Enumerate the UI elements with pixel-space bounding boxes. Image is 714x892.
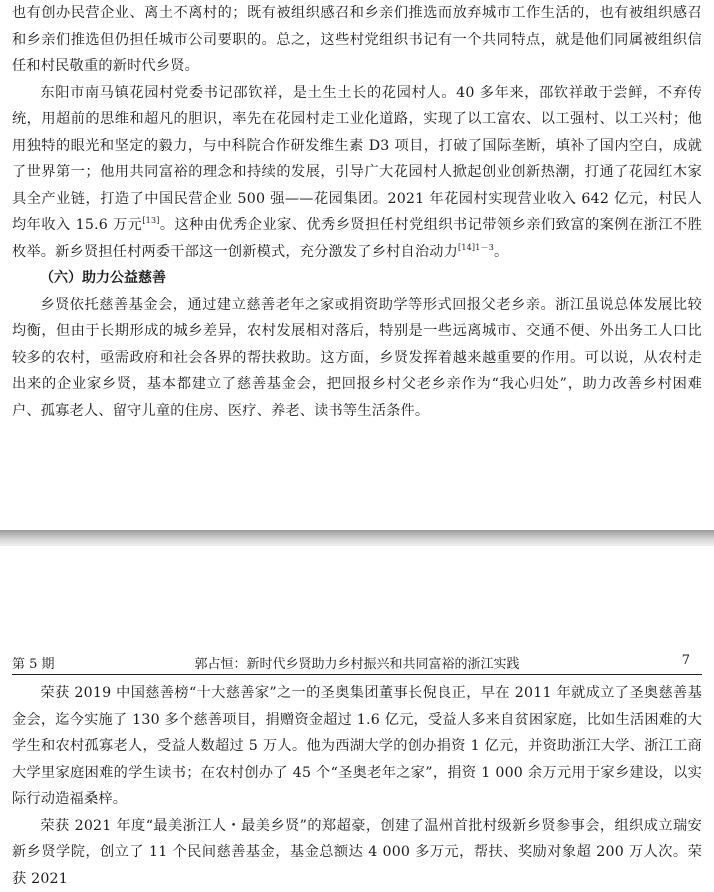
running-header [12, 651, 702, 673]
section-heading: （六）助力公益慈善 [12, 265, 702, 292]
paragraph-shengao: 荣获 2019 中国慈善榜“十大慈善家”之一的圣奥集团董事长倪良正，早在 2011 年就成立了圣奥慈善基金会，迄今实施了 130 多个慈善项目，捐赠资金超过 1.6 亿元，受益人多来自贫困家庭，比如生活困难的大学生和农村孤寡老人，受益人数超过 5 万人。他为西湖大学的创办捐资 1 亿元，并资助浙江大学、浙江工商大学里家庭困难的学生读书；在农村创办了 45 个“圣奥老年之家”，捐资 1 000 余万元用于家乡建设，以实际行动造福桑梓。 [12, 680, 702, 813]
paragraph-continuation: 也有创办民营企业、离土不离村的；既有被组织感召和乡亲们推选而放弃城市工作生活的，也有被组织感召和乡亲们推选但仍担任城市公司要职的。总之，这些村党组织书记有一个共同特点，就是他们同属被组织信任和村民敬重的新时代乡贤。 [12, 0, 702, 80]
paragraph-text: 。这种由优秀企业家、优秀乡贤担任村党组织书记带领乡亲们致富的案例在浙江不胜枚举。新乡贤担任村两委干部这一创新模式，充分激发了乡村自治动力 [12, 217, 702, 260]
page-break-divider [0, 530, 714, 546]
page-number: 7 [682, 653, 690, 668]
paragraph-text: 东阳市南马镇花园村党委书记邵钦祥，是土生土长的花园村人。40 多年来，邵钦祥敢于尝鲜，不弃传统，用超前的思维和超凡的胆识，率先在花园村走工业化道路，实现了以工富农、以工强村、以工兴村；他用独特的眼光和坚定的毅力，与中科院合作研发维生素 D3 项目，打破了国际垄断，填补了国内空白，成就了世界第一；他用共同富裕的理念和持续的发展，引导广大花园村人掀起创业创新热潮，打通了花园红木家具全产业链，打造了中国民营企业 500 强——花园集团。2021 年花园村实现营业收入 642 亿元，村民人均年收入 15.6 万元 [12, 85, 702, 234]
citation-ref: [13] [142, 216, 159, 225]
article-title: 郭占恒：新时代乡贤助力乡村振兴和共同富裕的浙江实践 [12, 653, 702, 672]
citation-ref: [14]1－3 [458, 243, 494, 252]
paragraph-zheng-chaohao: 荣获 2021 年度“最美浙江人・最美乡贤”的郑超豪，创建了温州首批村级新乡贤参事会，组织成立瑞安新乡贤学院，创立了 11 个民间慈善基金，基金总额达 4 000 多万元，帮扶、奖励对象超 200 万人次。荣获 2021 [12, 813, 702, 892]
issue-number: 第 5 期 [12, 653, 55, 672]
paragraph-text: 。 [494, 244, 508, 260]
paragraph-charity: 乡贤依托慈善基金会，通过建立慈善老年之家或捐资助学等形式回报父老乡亲。浙江虽说总体发展比较均衡，但由于长期形成的城乡差异，农村发展相对落后，特别是一些远离城市、交通不便、外出务工人口比较多的农村，亟需政府和社会各界的帮扶救助。这方面，乡贤发挥着越来越重要的作用。可以说，从农村走出来的企业家乡贤，基本都建立了慈善基金会，把回报乡村父老乡亲作为“我心归处”，助力改善乡村困难户、孤寡老人、留守儿童的住房、医疗、养老、读书等生活条件。 [12, 292, 702, 425]
upper-text-block [12, 0, 702, 424]
header-rule [12, 674, 702, 675]
lower-text-block [12, 680, 702, 892]
paragraph-huayuan-village [12, 80, 702, 266]
